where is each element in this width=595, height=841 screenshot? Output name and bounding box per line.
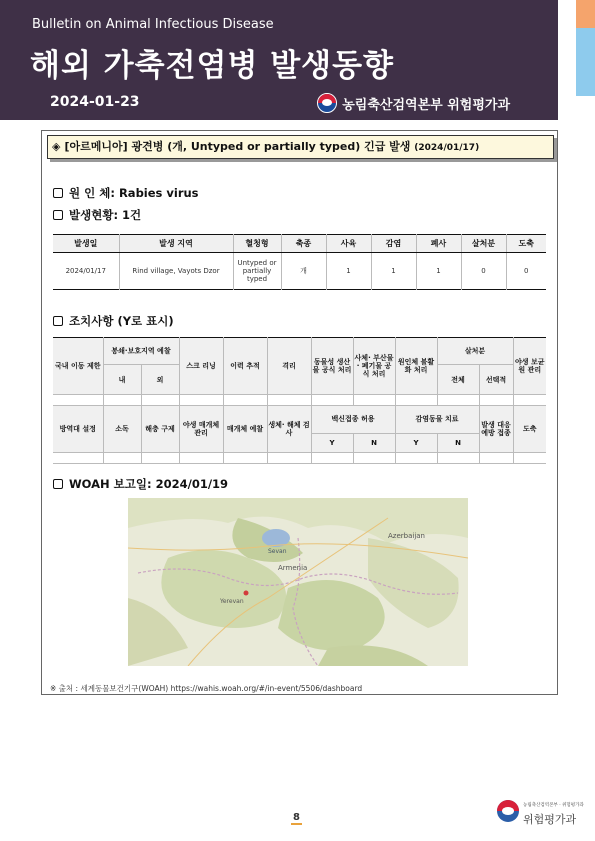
measure-stamping: 방역대 설정 xyxy=(53,406,103,453)
measure-pathogen: 원인체 불활화 처리 xyxy=(395,338,437,395)
blank-cell xyxy=(179,453,223,464)
col-header: 혈청형 xyxy=(233,235,281,253)
blank-cell xyxy=(53,453,103,464)
blank-cell xyxy=(103,395,141,406)
cause-label: 원 인 체 xyxy=(69,186,111,200)
measure-animal-products: 동물성 생산물 공식 처리 xyxy=(311,338,353,395)
measures-label: 조치사항 (Y로 표시) xyxy=(69,314,174,328)
accent-orange xyxy=(576,0,595,28)
status-value: 1건 xyxy=(122,208,142,222)
col-header: 폐사 xyxy=(416,235,461,253)
table-cell: 0 xyxy=(461,253,506,290)
outbreak-table-header xyxy=(53,235,546,253)
table-row xyxy=(53,253,546,290)
cause-line: 원 인 체: Rabies virus xyxy=(53,185,199,201)
outbreak-map xyxy=(128,498,468,666)
measure-carcass: 사체· 부산물· 폐기물 공식 처리 xyxy=(353,338,395,395)
blank-cell xyxy=(395,395,437,406)
map-label-yerevan: Yerevan xyxy=(220,598,244,605)
col-header: 도축 xyxy=(506,235,546,253)
blank-cell xyxy=(179,395,223,406)
treatment-n: N xyxy=(437,433,479,452)
measure-domestic: 국내 이동 제한 xyxy=(53,338,103,395)
blank-cell xyxy=(479,395,513,406)
org-badge xyxy=(317,93,510,113)
col-header: 사육 xyxy=(326,235,371,253)
report-title: [아르메니아] 광견병 (개, Untyped or partially typed) 긴급 발생 xyxy=(64,140,411,153)
measure-vaccination: 백신접종 허용 xyxy=(311,406,395,434)
blank-cell xyxy=(267,395,311,406)
blank-cell xyxy=(437,395,479,406)
status-line: 발생현황: 1건 xyxy=(53,207,141,223)
measure-treatment: 감염동물 치료 xyxy=(395,406,479,434)
measure-prevention: 발생 대응 예방 접종 xyxy=(479,406,513,453)
blank-cell xyxy=(311,453,353,464)
table-cell: 1 xyxy=(371,253,416,290)
blank-cell xyxy=(141,395,179,406)
blank-cell xyxy=(223,395,267,406)
col-header: 축종 xyxy=(281,235,326,253)
checkbox-square-icon xyxy=(53,316,63,326)
blank-cell xyxy=(513,395,546,406)
measure-culling-all: 전체 xyxy=(437,365,479,395)
map-label-azerbaijan: Azerbaijan xyxy=(388,532,425,540)
page-title: 해외 가축전염병 발생동향 xyxy=(30,48,394,84)
measures-table xyxy=(53,337,546,464)
footer-org-name: 위험평가과 xyxy=(523,813,577,826)
blank-cell xyxy=(479,453,513,464)
page-number: 8 xyxy=(293,812,300,823)
measure-vector-survey: 매개체 예찰 xyxy=(223,406,267,453)
measure-culling: 살처분 xyxy=(437,338,513,365)
blank-cell xyxy=(223,453,267,464)
measure-trace: 이력 추적 xyxy=(223,338,267,395)
table-cell: 1 xyxy=(416,253,461,290)
blank-cell xyxy=(267,453,311,464)
treatment-y: Y xyxy=(395,433,437,452)
woah-label: WOAH 보고일: 2024/01/19 xyxy=(69,477,229,491)
measure-live-test: 생체· 해체 검사 xyxy=(267,406,311,453)
table-cell: 2024/01/17 xyxy=(53,253,119,290)
measure-wild-vector: 야생 매개체 관리 xyxy=(179,406,223,453)
blank-cell xyxy=(395,453,437,464)
table-cell: 개 xyxy=(281,253,326,290)
source-note: ※ 출처 : 세계동물보건기구(WOAH) https://wahis.woah.org/#/in-event/5506/dashboard xyxy=(50,684,363,693)
table-cell: Untyped or partially typed xyxy=(233,253,281,290)
checkbox-square-icon xyxy=(53,479,63,489)
footer-org-sub: 농림축산검역본부 · 위험평가과 xyxy=(523,803,584,808)
blank-cell xyxy=(53,395,103,406)
accent-blue xyxy=(576,28,595,96)
map-label-armenia: Armenia xyxy=(278,564,308,572)
page-header xyxy=(0,0,558,120)
blank-cell xyxy=(311,395,353,406)
blank-cell xyxy=(141,453,179,464)
measure-quarantine: 격리 xyxy=(267,338,311,395)
report-title-date: (2024/01/17) xyxy=(414,143,480,153)
header-accent xyxy=(558,0,595,120)
measure-culling-selective: 선택적 xyxy=(479,365,513,395)
korea-emblem-icon xyxy=(317,93,337,113)
diamond-bullet-icon: ◈ xyxy=(52,140,61,153)
status-label: 발생현황 xyxy=(69,208,114,222)
col-header: 감염 xyxy=(371,235,416,253)
org-name: 농림축산검역본부 위험평가과 xyxy=(342,97,510,113)
outbreak-table xyxy=(53,234,546,290)
measure-wildlife: 야생 보균원 관리 xyxy=(513,338,546,395)
vaccination-y: Y xyxy=(311,433,353,452)
col-header: 발생일 xyxy=(53,235,119,253)
measures-line xyxy=(53,313,174,329)
measure-screening: 스크 리닝 xyxy=(179,338,223,395)
col-header: 살처분 xyxy=(461,235,506,253)
table-cell: 1 xyxy=(326,253,371,290)
table-cell: Rind village, Vayots Dzor xyxy=(119,253,233,290)
cause-value: Rabies virus xyxy=(118,186,199,200)
checkbox-square-icon xyxy=(53,210,63,220)
table-cell: 0 xyxy=(506,253,546,290)
bulletin-title: Bulletin on Animal Infectious Disease xyxy=(32,17,274,32)
report-title-bar xyxy=(47,135,554,159)
issue-date: 2024-01-23 xyxy=(50,94,140,110)
map-label-lake: Sevan xyxy=(268,548,287,555)
measure-zone: 봉쇄·보호지역 예찰 xyxy=(103,338,179,365)
blank-cell xyxy=(513,453,546,464)
blank-cell xyxy=(353,395,395,406)
woah-line xyxy=(53,476,228,492)
blank-cell xyxy=(437,453,479,464)
measure-zone-inner: 내 xyxy=(103,365,141,395)
blank-cell xyxy=(103,453,141,464)
measure-zone-outer: 외 xyxy=(141,365,179,395)
col-header: 발생 지역 xyxy=(119,235,233,253)
vaccination-n: N xyxy=(353,433,395,452)
measure-pest: 해충 구제 xyxy=(141,406,179,453)
measure-slaughter: 도축 xyxy=(513,406,546,453)
checkbox-square-icon xyxy=(53,188,63,198)
measure-disinfection: 소독 xyxy=(103,406,141,453)
blank-cell xyxy=(353,453,395,464)
report-box xyxy=(41,130,558,695)
footer-emblem-icon xyxy=(497,800,519,822)
